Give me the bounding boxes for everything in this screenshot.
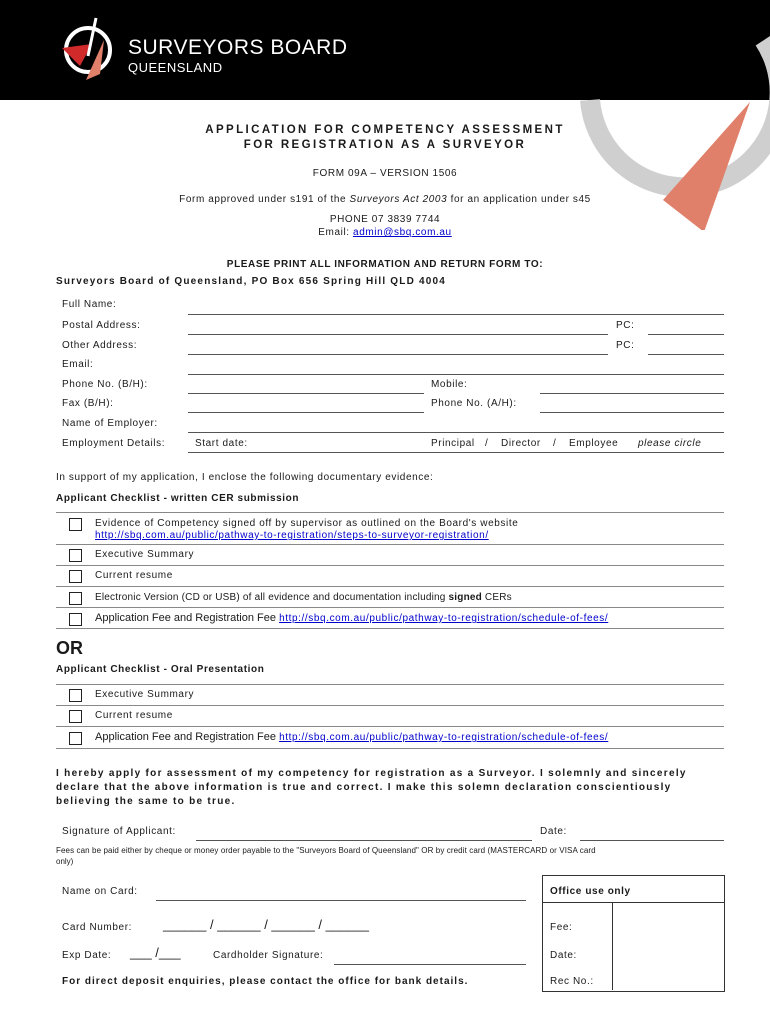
- checkbox-application-fee[interactable]: [69, 613, 82, 626]
- form-version: FORM 09A – VERSION 1506: [312, 168, 458, 179]
- divider: [56, 544, 724, 545]
- office-column-divider: [612, 902, 613, 990]
- mobile-label: Mobile:: [431, 379, 468, 390]
- phone-bh-line[interactable]: [188, 393, 424, 394]
- approval-post: for an application under s45: [447, 194, 591, 205]
- email-label: Email:: [318, 227, 354, 238]
- slash-1: /: [485, 438, 489, 449]
- checkbox-evidence[interactable]: [69, 518, 82, 531]
- declaration-line1: I hereby apply for assessment of my competency for registration as a Surveyor. I solemnly and sincerely: [56, 768, 687, 779]
- phone-ah-line[interactable]: [540, 412, 724, 413]
- name-on-card-line[interactable]: [156, 900, 526, 901]
- email-link[interactable]: admin@sbq.com.au: [353, 227, 452, 238]
- phone-text: PHONE 07 3839 7744: [329, 214, 441, 225]
- full-name-line[interactable]: [188, 314, 724, 315]
- card-number-blanks[interactable]: ______ / ______ / ______ / ______: [163, 917, 370, 932]
- mobile-line[interactable]: [540, 393, 724, 394]
- return-instruction: PLEASE PRINT ALL INFORMATION AND RETURN FORM TO:: [226, 259, 544, 270]
- declaration-line3: believing the same to be true.: [56, 796, 236, 807]
- declaration-date-label: Date:: [540, 826, 567, 837]
- divider: [56, 726, 724, 727]
- employer-label: Name of Employer:: [62, 418, 158, 429]
- steps-registration-link[interactable]: http://sbq.com.au/public/pathway-to-registration/steps-to-surveyor-registration/: [95, 530, 489, 541]
- divider: [56, 705, 724, 706]
- email-contact: [0, 227, 770, 238]
- email-line[interactable]: [188, 374, 724, 375]
- office-use-title: Office use only: [550, 886, 631, 897]
- fees-link[interactable]: http://sbq.com.au/public/pathway-to-registration/schedule-of-fees/: [279, 613, 609, 624]
- return-address: Surveyors Board of Queensland, PO Box 656 Spring Hill QLD 4004: [56, 276, 447, 287]
- divider: [56, 748, 724, 749]
- slash-2: /: [553, 438, 557, 449]
- oral-fees-link[interactable]: http://sbq.com.au/public/pathway-to-registration/schedule-of-fees/: [279, 732, 609, 743]
- evidence-intro: In support of my application, I enclose the following documentary evidence:: [56, 472, 434, 483]
- fax-bh-line[interactable]: [188, 412, 424, 413]
- signature-line[interactable]: [196, 840, 532, 841]
- divider: [56, 512, 724, 513]
- office-fee-label: Fee:: [550, 922, 573, 933]
- oral-fee-label: Application Fee and Registration Fee: [95, 731, 280, 743]
- electronic-post: CERs: [481, 592, 512, 603]
- written-checklist-heading: Applicant Checklist - written CER submission: [56, 493, 300, 504]
- office-header-divider: [543, 902, 724, 903]
- divider: [56, 628, 724, 629]
- declaration-date-line[interactable]: [580, 840, 724, 841]
- declaration-line2: declare that the above information is true and correct. I make this solemn declaration conscientiously: [56, 782, 672, 793]
- item-application-fee: [95, 612, 608, 624]
- exp-date-label: Exp Date:: [62, 950, 112, 961]
- form-title-line1: APPLICATION FOR COMPETENCY ASSESSMENT: [205, 124, 565, 136]
- approval-text: [0, 194, 770, 205]
- checkbox-oral-executive-summary[interactable]: [69, 689, 82, 702]
- item-executive-summary: Executive Summary: [95, 549, 195, 560]
- electronic-pre: Electronic Version (CD or USB) of all evidence and documentation including: [95, 592, 449, 603]
- divider: [56, 565, 724, 566]
- employer-line[interactable]: [188, 432, 724, 433]
- office-rec-no-label: Rec No.:: [550, 976, 594, 987]
- item-evidence: Evidence of Competency signed off by supervisor as outlined on the Board's website: [95, 518, 519, 529]
- divider: [56, 586, 724, 587]
- postal-address-line[interactable]: [188, 334, 608, 335]
- checkbox-current-resume[interactable]: [69, 570, 82, 583]
- principal-option[interactable]: Principal: [431, 438, 475, 449]
- oral-checklist-heading: Applicant Checklist - Oral Presentation: [56, 664, 265, 675]
- employment-line[interactable]: [188, 452, 724, 453]
- item-electronic-version: [95, 592, 512, 603]
- logo-needle: [88, 18, 96, 56]
- other-pc-line[interactable]: [648, 354, 724, 355]
- postal-address-label: Postal Address:: [62, 320, 141, 331]
- payment-note-line2: only): [56, 857, 74, 866]
- divider: [56, 607, 724, 608]
- fax-bh-label: Fax (B/H):: [62, 398, 114, 409]
- full-name-label: Full Name:: [62, 299, 117, 310]
- divider: [56, 684, 724, 685]
- checkbox-oral-application-fee[interactable]: [69, 732, 82, 745]
- fee-label: Application Fee and Registration Fee: [95, 612, 280, 624]
- card-number-label: Card Number:: [62, 922, 132, 933]
- director-option[interactable]: Director: [501, 438, 541, 449]
- signature-label: Signature of Applicant:: [62, 826, 176, 837]
- postal-pc-line[interactable]: [648, 334, 724, 335]
- electronic-bold: signed: [448, 592, 482, 603]
- form-title-line2: FOR REGISTRATION AS A SURVEYOR: [243, 139, 527, 151]
- employment-details-label: Employment Details:: [62, 438, 166, 449]
- cardholder-signature-line[interactable]: [334, 964, 526, 965]
- employee-option[interactable]: Employee: [569, 438, 619, 449]
- email-label-field: Email:: [62, 359, 94, 370]
- payment-note-line1: Fees can be paid either by cheque or money order payable to the "Surveyors Board of Queensland" OR by credit card (MASTERCARD or VISA card: [56, 846, 596, 855]
- oral-item-current-resume: Current resume: [95, 710, 173, 721]
- office-date-label: Date:: [550, 950, 577, 961]
- phone-bh-label: Phone No. (B/H):: [62, 379, 148, 390]
- brand-title: SURVEYORS BOARD: [128, 36, 348, 59]
- phone-ah-label: Phone No. (A/H):: [431, 398, 517, 409]
- checkbox-oral-current-resume[interactable]: [69, 710, 82, 723]
- approval-act: Surveyors Act 2003: [349, 194, 448, 205]
- name-on-card-label: Name on Card:: [62, 886, 138, 897]
- other-address-label: Other Address:: [62, 340, 138, 351]
- start-date-label: Start date:: [195, 438, 248, 449]
- approval-pre: Form approved under s191 of the: [179, 194, 350, 205]
- please-circle-note: please circle: [638, 438, 702, 449]
- checkbox-executive-summary[interactable]: [69, 549, 82, 562]
- exp-date-blanks[interactable]: ___ /___: [130, 945, 181, 960]
- other-pc-label: PC:: [616, 340, 635, 351]
- checkbox-electronic-version[interactable]: [69, 592, 82, 605]
- deposit-note: For direct deposit enquiries, please contact the office for bank details.: [62, 976, 469, 987]
- cardholder-signature-label: Cardholder Signature:: [213, 950, 324, 961]
- oral-item-application-fee: [95, 731, 608, 743]
- or-separator: OR: [56, 638, 83, 658]
- oral-item-executive-summary: Executive Summary: [95, 689, 195, 700]
- postal-pc-label: PC:: [616, 320, 635, 331]
- brand-subtitle: QUEENSLAND: [128, 60, 223, 75]
- other-address-line[interactable]: [188, 354, 608, 355]
- item-current-resume: Current resume: [95, 570, 173, 581]
